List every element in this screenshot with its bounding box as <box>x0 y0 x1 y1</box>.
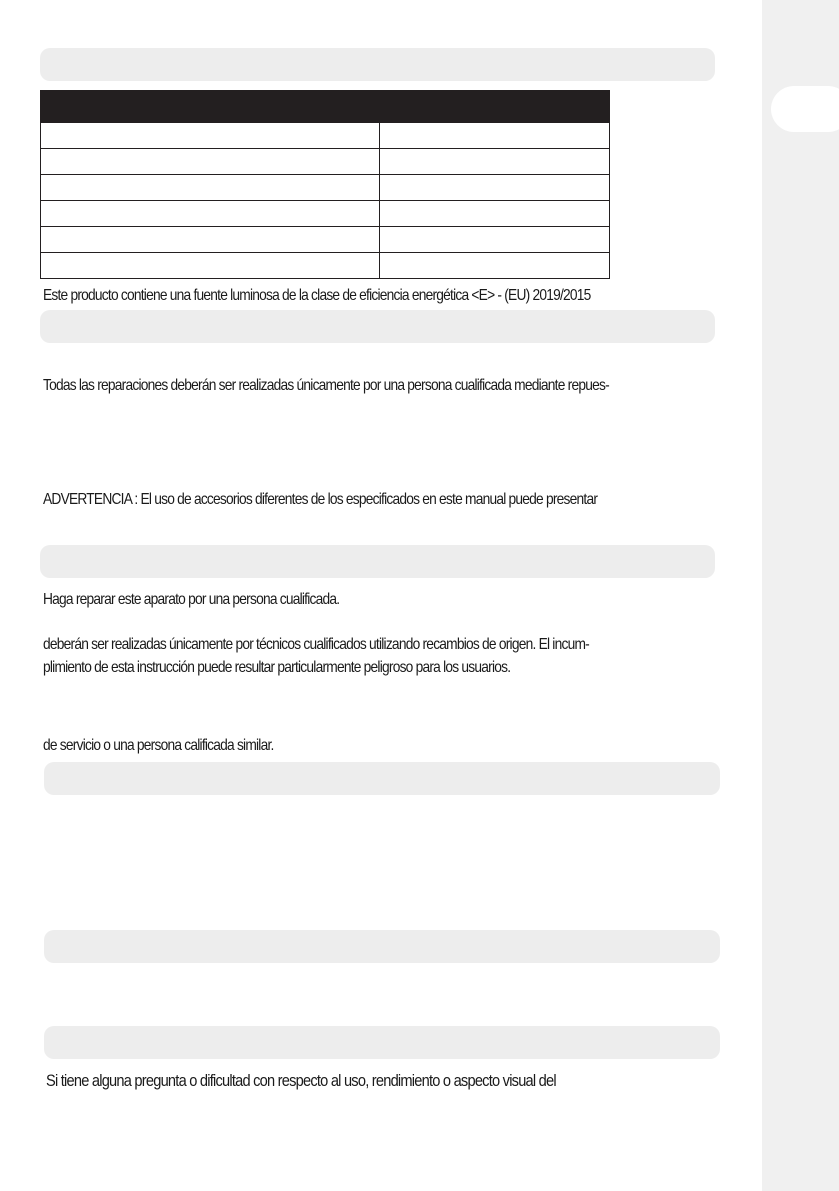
service-line-2: deberán ser realizadas únicamente por técnicos cualificados utilizando recambios de origen. El incum- <box>43 636 589 653</box>
table-cell <box>41 227 380 253</box>
table-row <box>41 253 610 279</box>
warning-paragraph-line: ADVERTENCIA : El uso de accesorios diferentes de los especificados en este manual puede presentar <box>43 491 598 508</box>
table-cell <box>380 123 610 149</box>
energy-efficiency-note: Este producto contiene una fuente luminosa de la clase de eficiencia energética <E> - (EU) 2019/2015 <box>43 287 591 304</box>
section-header-bar-4 <box>44 762 720 795</box>
section-header-bar-6 <box>44 1026 720 1059</box>
service-line-1: Haga reparar este aparato por una persona cualificada. <box>43 591 340 608</box>
table-header-cell <box>41 91 380 123</box>
table-row <box>41 175 610 201</box>
side-margin-strip <box>762 0 839 1191</box>
table-row <box>41 123 610 149</box>
table-row <box>41 227 610 253</box>
section-header-bar-service <box>40 545 715 578</box>
table-cell <box>380 227 610 253</box>
table-cell <box>380 201 610 227</box>
table-row <box>41 201 610 227</box>
section-header-bar-5 <box>44 930 720 963</box>
language-tab <box>771 86 839 132</box>
section-header-bar-repairs <box>40 310 715 343</box>
table-header-row <box>41 91 610 123</box>
specs-table <box>40 90 610 279</box>
table-header-cell <box>380 91 610 123</box>
table-cell <box>380 149 610 175</box>
table-cell <box>380 253 610 279</box>
service-line-3: plimiento de esta instrucción puede resultar particularmente peligroso para los usuarios. <box>43 659 511 676</box>
table-row <box>41 149 610 175</box>
contact-paragraph-line: Si tiene alguna pregunta o dificultad con respecto al uso, rendimiento o aspecto visual del <box>46 1071 556 1090</box>
table-cell <box>41 175 380 201</box>
table-cell <box>41 253 380 279</box>
repairs-paragraph-line: Todas las reparaciones deberán ser realizadas únicamente por una persona cualificada mediante repues- <box>43 377 609 394</box>
service-line-4: de servicio o una persona calificada similar. <box>43 737 274 754</box>
section-header-bar-specs <box>40 48 715 81</box>
table-cell <box>380 175 610 201</box>
table-cell <box>41 123 380 149</box>
table-cell <box>41 201 380 227</box>
table-cell <box>41 149 380 175</box>
